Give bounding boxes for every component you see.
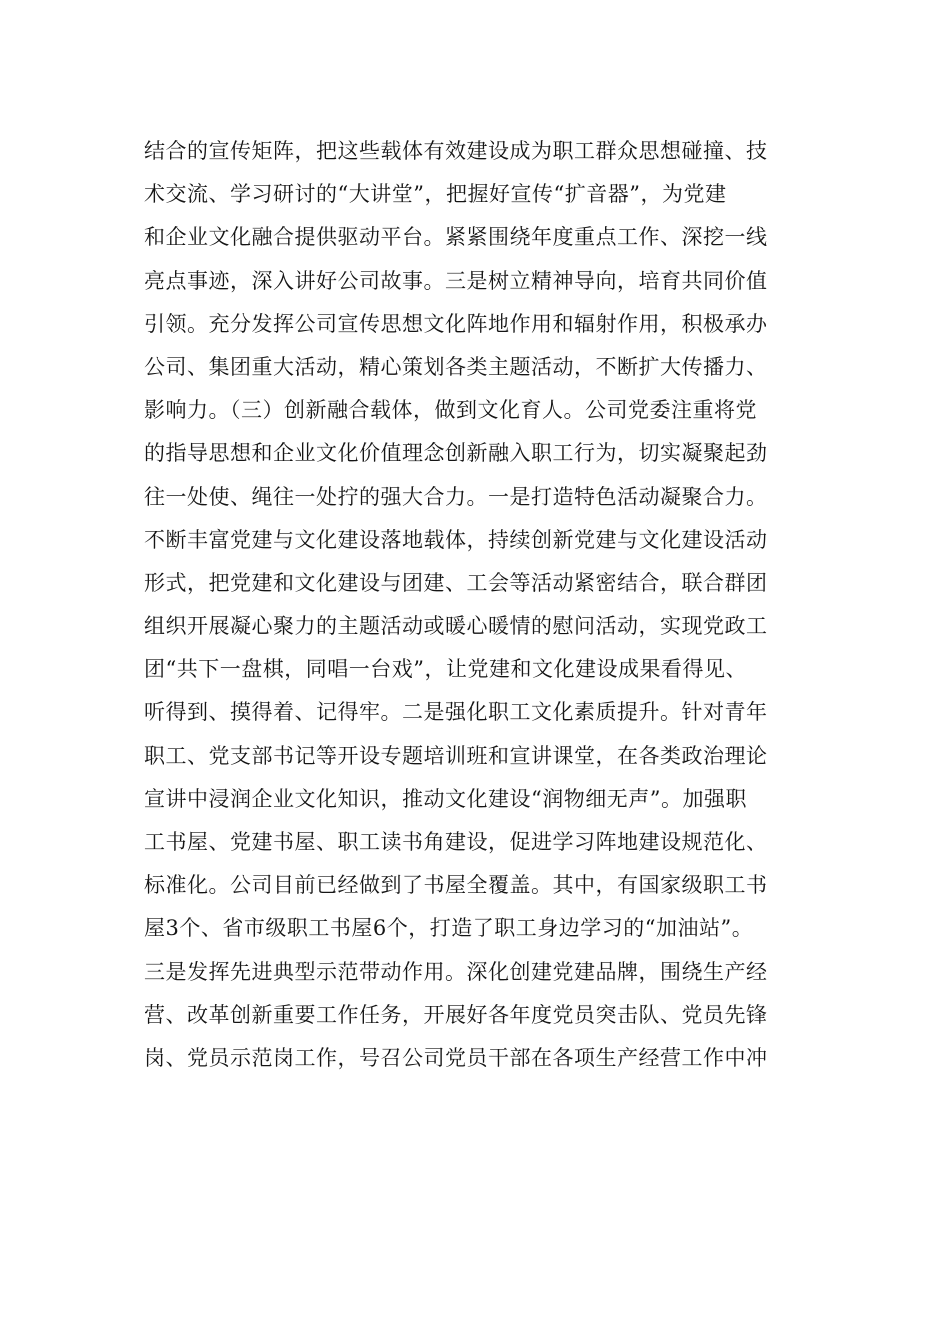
text-line: 标准化。公司目前已经做到了书屋全覆盖。其中，有国家级职工书 bbox=[144, 873, 768, 898]
text-line: 影响力。（三）创新融合载体，做到文化育人。公司党委注重将党 bbox=[144, 398, 757, 423]
text-line: 引领。充分发挥公司宣传思想文化阵地作用和辐射作用，积极承办 bbox=[144, 311, 768, 336]
text-line: 听得到、摸得着、记得牢。二是强化职工文化素质提升。针对青年 bbox=[144, 700, 768, 725]
text-line: 团“共下一盘棋，同唱一台戏”，让党建和文化建设成果看得见、 bbox=[144, 657, 747, 682]
text-line: 三是发挥先进典型示范带动作用。深化创建党建品牌，围绕生产经 bbox=[144, 959, 768, 984]
text-line: 工书屋、党建书屋、职工读书角建设，促进学习阵地建设规范化、 bbox=[144, 830, 768, 854]
text-line: 形式，把党建和文化建设与团建、工会等活动紧密结合，联合群团 bbox=[144, 570, 768, 595]
text-line: 和企业文化融合提供驱动平台。紧紧围绕年度重点工作、深挖一线 bbox=[144, 225, 768, 250]
text-line: 公司、集团重大活动，精心策划各类主题活动，不断扩大传播力、 bbox=[144, 354, 768, 379]
text-line: 职工、党支部书记等开设专题培训班和宣讲课堂，在各类政治理论 bbox=[144, 743, 768, 768]
text-line: 结合的宣传矩阵，把这些载体有效建设成为职工群众思想碰撞、技 bbox=[144, 139, 768, 163]
text-line: 往一处使、绳往一处拧的强大合力。一是打造特色活动凝聚合力。 bbox=[144, 484, 768, 509]
text-line: 不断丰富党建与文化建设落地载体，持续创新党建与文化建设活动 bbox=[144, 527, 768, 552]
text-line: 屋3个、省市级职工书屋6个，打造了职工身边学习的“加油站”。 bbox=[144, 916, 754, 941]
text-line: 宣讲中浸润企业文化知识，推动文化建设“润物细无声”。加强职 bbox=[144, 786, 747, 811]
text-line: 的指导思想和企业文化价值理念创新融入职工行为，切实凝聚起劲 bbox=[144, 441, 768, 466]
text-line: 术交流、学习研讨的“大讲堂”，把握好宣传“扩音器”，为党建 bbox=[144, 182, 727, 207]
body-text bbox=[144, 130, 824, 1080]
text-line: 岗、党员示范岗工作，号召公司党员干部在各项生产经营工作中冲 bbox=[144, 1045, 768, 1070]
text-line: 营、改革创新重要工作任务，开展好各年度党员突击队、党员先锋 bbox=[144, 1002, 768, 1027]
text-line: 组织开展凝心聚力的主题活动或暖心暖情的慰问活动，实现党政工 bbox=[144, 614, 768, 639]
text-line: 亮点事迹，深入讲好公司故事。三是树立精神导向，培育共同价值 bbox=[144, 268, 768, 293]
